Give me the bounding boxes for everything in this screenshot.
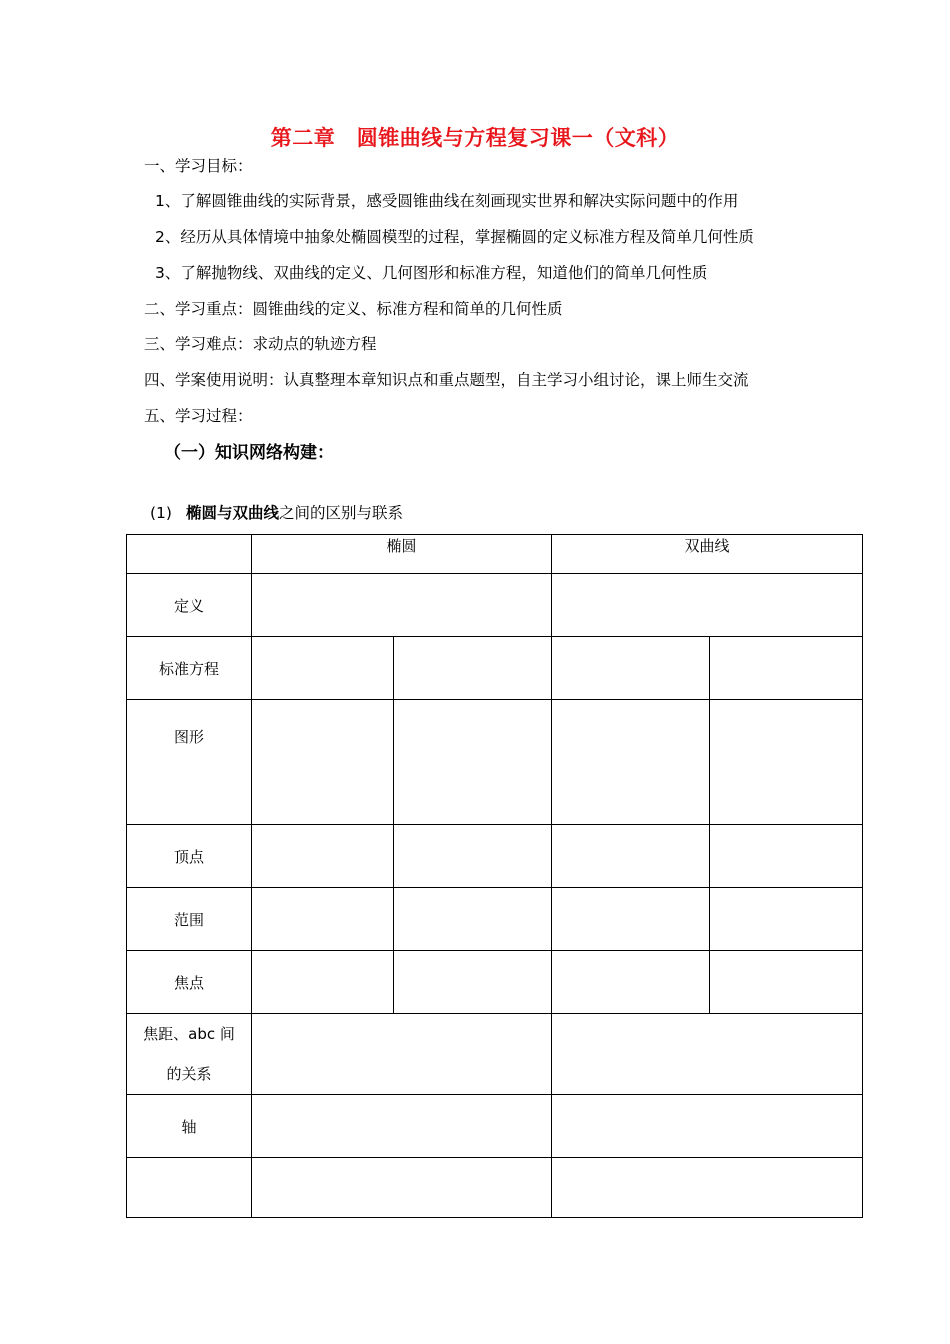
cell-definition-ellipse[interactable] — [252, 574, 552, 637]
cell-figure-1[interactable] — [252, 700, 394, 825]
label-vertices: 顶点 — [127, 825, 252, 888]
caption-plain: 之间的区别与联系 — [278, 504, 403, 522]
cell-vertices-4[interactable] — [710, 825, 863, 888]
row-axis — [127, 1095, 863, 1158]
difficulty: 三、学习难点：求动点的轨迹方程 — [144, 335, 377, 353]
label-focal-line-2: 的关系 — [166, 1065, 212, 1083]
cell-foci-2[interactable] — [394, 951, 552, 1014]
cell-vertices-2[interactable] — [394, 825, 552, 888]
cell-range-3[interactable] — [552, 888, 710, 951]
cell-axis-hyperbola[interactable] — [552, 1095, 863, 1158]
header-row — [127, 535, 863, 574]
cell-figure-2[interactable] — [394, 700, 552, 825]
cell-range-4[interactable] — [710, 888, 863, 951]
label-focal-line-1: 焦距、abc 间 — [143, 1025, 235, 1043]
caption-number: (1) — [150, 504, 172, 522]
label-range: 范围 — [127, 888, 252, 951]
label-standard-equation: 标准方程 — [127, 637, 252, 700]
cell-definition-hyperbola[interactable] — [552, 574, 863, 637]
cell-foci-3[interactable] — [552, 951, 710, 1014]
cell-figure-3[interactable] — [552, 700, 710, 825]
table-caption — [150, 501, 403, 523]
cell-focal-hyperbola[interactable] — [552, 1014, 863, 1095]
row-foci — [127, 951, 863, 1014]
comparison-table — [126, 534, 863, 1218]
cell-equation-4[interactable] — [710, 637, 863, 700]
row-focal-distance — [127, 1014, 863, 1095]
cell-equation-1[interactable] — [252, 637, 394, 700]
cell-axis-ellipse[interactable] — [252, 1095, 552, 1158]
cell-range-1[interactable] — [252, 888, 394, 951]
header-blank-cell — [127, 535, 252, 574]
goals-heading: 一、学习目标： — [144, 157, 253, 175]
learning-process: 五、学习过程： — [144, 407, 253, 425]
cell-vertices-3[interactable] — [552, 825, 710, 888]
label-focal-distance — [127, 1014, 252, 1095]
header-hyperbola: 双曲线 — [552, 535, 863, 574]
cell-foci-4[interactable] — [710, 951, 863, 1014]
cell-vertices-1[interactable] — [252, 825, 394, 888]
label-definition: 定义 — [127, 574, 252, 637]
cell-last-hyperbola[interactable] — [552, 1158, 863, 1218]
label-last — [127, 1158, 252, 1218]
row-vertices — [127, 825, 863, 888]
cell-foci-1[interactable] — [252, 951, 394, 1014]
goal-3: 3、了解抛物线、双曲线的定义、几何图形和标准方程，知道他们的简单几何性质 — [155, 264, 708, 282]
label-foci: 焦点 — [127, 951, 252, 1014]
row-definition — [127, 574, 863, 637]
cell-last-ellipse[interactable] — [252, 1158, 552, 1218]
cell-figure-4[interactable] — [710, 700, 863, 825]
goal-1: 1、了解圆锥曲线的实际背景，感受圆锥曲线在刻画现实世界和解决实际问题中的作用 — [155, 192, 739, 210]
caption-bold: 椭圆与双曲线 — [185, 504, 279, 522]
document-title: 第二章 圆锥曲线与方程复习课一（文科） — [270, 125, 680, 150]
cell-range-2[interactable] — [394, 888, 552, 951]
cell-equation-3[interactable] — [552, 637, 710, 700]
header-ellipse: 椭圆 — [252, 535, 552, 574]
cell-focal-ellipse[interactable] — [252, 1014, 552, 1095]
goal-2: 2、经历从具体情境中抽象处椭圆模型的过程，掌握椭圆的定义标准方程及简单几何性质 — [155, 228, 754, 246]
row-standard-equation — [127, 637, 863, 700]
usage-instructions: 四、学案使用说明：认真整理本章知识点和重点题型，自主学习小组讨论，课上师生交流 — [144, 371, 749, 389]
label-figure: 图形 — [127, 700, 252, 825]
cell-equation-2[interactable] — [394, 637, 552, 700]
label-axis: 轴 — [127, 1095, 252, 1158]
row-last — [127, 1158, 863, 1218]
row-range — [127, 888, 863, 951]
knowledge-network-heading: （一）知识网络构建： — [164, 443, 334, 463]
key-points: 二、学习重点：圆锥曲线的定义、标准方程和简单的几何性质 — [144, 300, 563, 318]
row-figure — [127, 700, 863, 825]
